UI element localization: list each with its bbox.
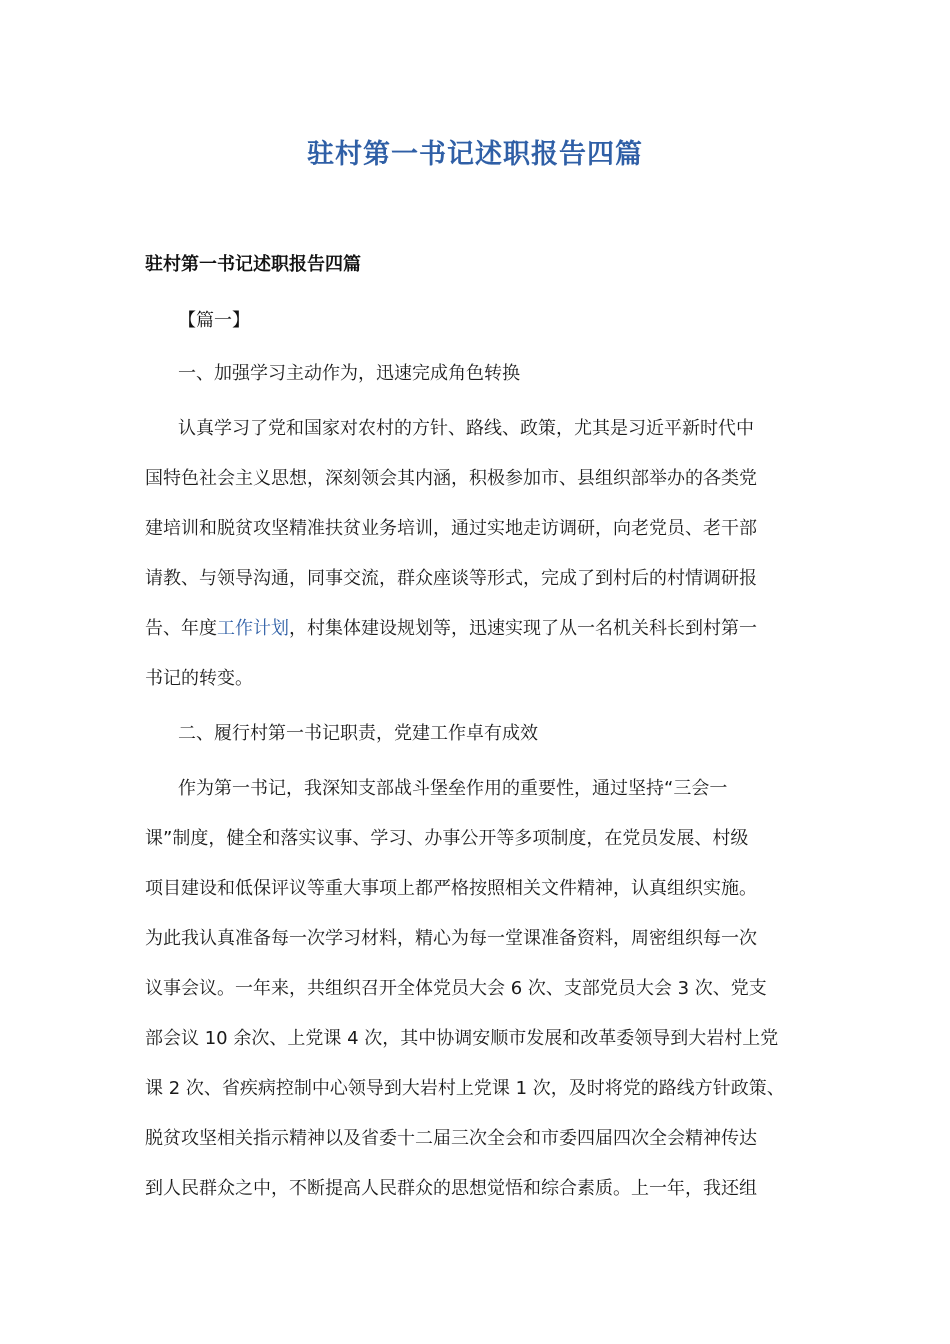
section-heading: 一、加强学习主动作为，迅速完成角色转换 bbox=[178, 363, 520, 384]
paragraph-line: 认真学习了党和国家对农村的方针、路线、政策，尤其是习近平新时代中 bbox=[178, 418, 754, 439]
paragraph-text: ，村集体建设规划等，迅速实现了从一名机关科长到村第一 bbox=[289, 618, 757, 639]
paragraph-line: 作为第一书记，我深知支部战斗堡垒作用的重要性，通过坚持“三会一 bbox=[178, 778, 728, 799]
section-tag: 【篇一】 bbox=[178, 310, 250, 331]
paragraph-line: 议事会议。一年来，共组织召开全体党员大会 6 次、支部党员大会 3 次、党支 bbox=[145, 978, 767, 999]
document-subtitle: 驻村第一书记述职报告四篇 bbox=[145, 254, 361, 275]
work-plan-link[interactable]: 工作计划 bbox=[217, 618, 289, 639]
paragraph-line: 国特色社会主义思想，深刻领会其内涵，积极参加市、县组织部举办的各类党 bbox=[145, 468, 757, 489]
paragraph-line: 项目建设和低保评议等重大事项上都严格按照相关文件精神，认真组织实施。 bbox=[145, 878, 757, 899]
paragraph-line: 为此我认真准备每一次学习材料，精心为每一堂课准备资料，周密组织每一次 bbox=[145, 928, 757, 949]
document-title: 驻村第一书记述职报告四篇 bbox=[307, 139, 643, 170]
paragraph-line: 脱贫攻坚相关指示精神以及省委十二届三次全会和市委四届四次全会精神传达 bbox=[145, 1128, 757, 1149]
paragraph-line: 课”制度，健全和落实议事、学习、办事公开等多项制度，在党员发展、村级 bbox=[145, 828, 749, 849]
paragraph-line: 书记的转变。 bbox=[145, 668, 253, 689]
paragraph-line: 部会议 10 余次、上党课 4 次，其中协调安顺市发展和改革委领导到大岩村上党 bbox=[145, 1028, 779, 1049]
paragraph-line: 建培训和脱贫攻坚精准扶贫业务培训，通过实地走访调研，向老党员、老干部 bbox=[145, 518, 757, 539]
paragraph-line: 课 2 次、省疾病控制中心领导到大岩村上党课 1 次，及时将党的路线方针政策、 bbox=[145, 1078, 785, 1099]
paragraph-line: 到人民群众之中，不断提高人民群众的思想觉悟和综合素质。上一年，我还组 bbox=[145, 1178, 757, 1199]
paragraph-line bbox=[145, 616, 810, 642]
paragraph-text: 告、年度 bbox=[145, 618, 217, 639]
paragraph-line: 请教、与领导沟通，同事交流，群众座谈等形式，完成了到村后的村情调研报 bbox=[145, 568, 757, 589]
section-heading: 二、履行村第一书记职责，党建工作卓有成效 bbox=[178, 723, 538, 744]
